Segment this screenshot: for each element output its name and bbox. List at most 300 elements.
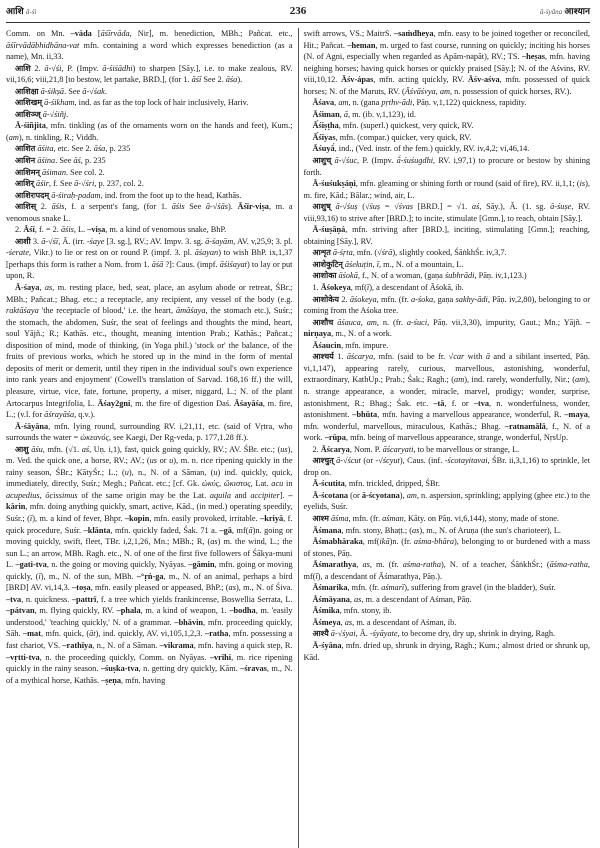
entry-text: , n. getting dry quickly, Kām.	[138, 664, 241, 674]
entry-headword: –toṣa	[72, 583, 91, 593]
entry-text: , m. a venomous snake L.	[6, 202, 293, 223]
entry-text: 2.	[36, 202, 52, 212]
right-headword-devanagari: आश्यान	[564, 7, 590, 17]
entry-text: , mf(	[231, 525, 249, 535]
entry-headword: Ā-śuśukṣáṇi	[312, 179, 356, 189]
italic-term: acupedius	[6, 490, 40, 500]
entry-text: , mfn. (fr.	[376, 294, 412, 304]
entry-text: , AV. v,25,9; 3. pl.	[233, 236, 293, 246]
entry-text: , mfn. having neighing horses; having quick horses or quickly praised [Sāy.]; N. of the Aśvins, RV. viii,10,12.	[303, 52, 590, 85]
entry-text: , m. a kind of venomous snake, BhP.	[105, 225, 227, 235]
dictionary-entry	[304, 455, 591, 478]
italic-term: ā-√śās	[205, 202, 228, 212]
dictionary-entry	[6, 143, 293, 155]
entry-text: .	[66, 109, 69, 119]
entry-text: , ind., (Ved. instr. of the fem.) quickly, RV. iv,4,2; vi,46,14.	[334, 144, 530, 154]
entry-headword: –ratha	[204, 629, 229, 639]
italic-term: āśayan	[194, 248, 219, 258]
entry-text: , mfn. having	[120, 675, 166, 685]
devanagari-headword: आशिक्षा	[15, 86, 39, 96]
italic-term: āmāśaya	[176, 306, 206, 316]
dictionary-entry	[304, 294, 591, 317]
entry-text: , ind. as far as the top lock of hair inclusively, Hariv.	[74, 98, 249, 108]
italic-term: ὠκύς	[202, 479, 220, 489]
devanagari-headword: आश्चर्य	[312, 352, 334, 362]
entry-text: , mfn. (fr.	[348, 513, 383, 523]
entry-text: , to be marvellous or strange, L.	[413, 444, 520, 454]
entry-text: , f. a tree which yields frankincense, Boswellia Serrata, L.	[96, 594, 293, 604]
entry-text: ,	[39, 283, 45, 293]
entry-headword: Āśmarika	[312, 583, 348, 593]
entry-text: (or	[348, 490, 362, 500]
italic-term: āś	[73, 156, 81, 166]
entry-text: ].	[279, 490, 289, 500]
entry-text: , m. urged to fast course, running on quickly; inciting his horses (N. of Agni, especially when regarded as Apām-napāt), RV.; TS.	[303, 40, 590, 62]
italic-term: a-śoka	[411, 294, 434, 304]
page-number: 236	[289, 5, 307, 17]
entry-text: with	[464, 352, 486, 362]
devanagari-headword: आश्यै	[312, 629, 329, 639]
entry-headword: Āśokeya	[320, 283, 351, 293]
entry-text: , gaṇa	[433, 294, 456, 304]
entry-text: , Nir], m. benediction, MBh.; Pañcat. etc.,	[129, 29, 293, 38]
entry-text: , f., N. of a work.	[303, 421, 590, 443]
entry-headword: –heman	[347, 40, 376, 50]
entry-text: , Ā. (irr.	[58, 236, 87, 246]
entry-text: Comm. on Mn.	[6, 29, 71, 38]
italic-term: āśa	[93, 144, 106, 154]
italic-term: āścarya	[346, 352, 374, 362]
entry-text: ,	[219, 479, 224, 489]
dictionary-entry	[304, 478, 591, 490]
italic-term: āśma	[330, 513, 349, 523]
entry-headword: Āśmana	[312, 525, 342, 535]
running-head	[6, 3, 590, 19]
dictionary-entry	[304, 270, 591, 282]
entry-text: , mfn. (superl.) quickest, very quick, RV.	[338, 121, 474, 131]
entry-text: , mf(	[350, 283, 367, 293]
devanagari-headword: आशिस्	[15, 202, 37, 212]
entry-text: = √	[380, 202, 399, 212]
entry-headword: –ratnamālā	[504, 421, 546, 431]
entry-text: , mfn. going or moving quickly, (	[6, 560, 293, 581]
entry-headword: Āśmika	[312, 606, 340, 616]
italic-term: śvas	[398, 202, 414, 212]
entry-text: , p. 235	[105, 144, 131, 154]
dictionary-entry	[304, 582, 591, 594]
italic-term: am	[338, 98, 349, 108]
dictionary-entry	[304, 97, 591, 109]
entry-headword: Āśīr-viṣa	[237, 202, 269, 212]
entry-text: , to become dry, dry up, shrink in drying, Ragh.	[397, 629, 556, 639]
italic-term: sakhy-ādi	[455, 294, 488, 304]
italic-term: āśīrvādābhidhāna-vat	[6, 40, 80, 50]
italic-term: ā-√ścut	[336, 456, 361, 466]
italic-term: aś	[471, 202, 480, 212]
entry-headword: –tva	[6, 594, 22, 604]
entry-text: , m., N. of a mountain, L.	[379, 259, 464, 269]
entry-text: , mfn. quickly faded, Śak. 71 a.	[110, 525, 220, 535]
devanagari-headword: आशित	[15, 144, 36, 154]
italic-term: āśiśayat	[219, 259, 247, 269]
entry-text: 2.	[30, 63, 45, 73]
entry-text: ) to wish BhP. ix,1,37 [perhaps this form is rather a Nom. from 1.	[6, 248, 293, 269]
entry-headword: –bhāvin	[174, 617, 204, 627]
dictionary-entry	[304, 247, 591, 259]
entry-text: , the stomach etc.), Suśr.; the stomach, the abdomen, Suśr, the seat of feelings and thoughts the mind, heart, soul Yājñ.; R.; Kathās. etc., thought, meaning intention Prab.; Kathās.; Pañcat.; disposition of mind, mode of thinking, (in Yoga phil.) 'stock or' the balance, of the fruits of previous works, which he stored up in the mind in the form of mental deposits of merit or demerit, until they ripen in the individual soul's own experience into rank years and enjoyment' (Cowell's translation of Sarvad. 168,16 ff.) the will, pleasure, virtue, vice, fate, fortune, property, a miser, niggard, L.; N. of the plant Artocarpus Integrifolia, L.	[6, 306, 293, 408]
dictionary-entry	[304, 617, 591, 629]
dictionary-entry	[6, 28, 293, 63]
dictionary-entry	[304, 536, 591, 559]
italic-term: ī	[376, 259, 380, 269]
entry-text: ), m., N. of the sun, MBh.	[40, 571, 137, 581]
dictionary-entry	[6, 120, 293, 143]
entry-text: and a sibilant inserted, Pāṇ. vi,1,147), appearing rarely, curious, marvellous, astonishing, wonderful, extraordinary, KathUp.; Prab.; Śak.; Ragh.; (	[303, 352, 590, 385]
dictionary-entry	[304, 28, 591, 97]
dictionary-entry	[304, 132, 591, 144]
entry-text: ).	[227, 202, 238, 212]
italic-term: us	[149, 456, 158, 466]
entry-text: or	[157, 456, 170, 466]
devanagari-headword: आशिर्	[15, 179, 34, 189]
dictionary-entry	[304, 143, 591, 155]
italic-term: āśis	[51, 202, 65, 212]
dictionary-entry	[304, 513, 591, 525]
entry-headword: Ā-śyāna	[312, 640, 342, 650]
italic-term: śubhrādi	[444, 271, 475, 281]
entry-text: , L.	[73, 225, 88, 235]
entry-headword: –vṛtti-tva	[6, 652, 40, 662]
entry-text: , n. (fr.	[376, 317, 407, 327]
devanagari-headword: आशी	[15, 236, 31, 246]
entry-text: ),	[399, 490, 407, 500]
entry-text: , mfn. trickled, dripped, ŚBr.	[344, 479, 440, 489]
entry-text: , Pāṇ. vii,3,30), impurity, Gaut.; Mn.; Yājñ.	[427, 317, 586, 327]
entry-text: of the same origin may be the Lat.	[77, 490, 210, 500]
entry-text: , mfn. proceeding quickly, Sāh.	[6, 617, 293, 639]
italic-term: āśā	[151, 259, 164, 269]
dictionary-entry	[6, 178, 293, 190]
entry-headword: Āścarya	[320, 444, 350, 454]
entry-text: , mfn. striving after [BRD.], inciting, stimulating [Gmn.]; reaching, obtaining [Sāy.], RV.	[303, 225, 590, 246]
entry-headword: –phala	[116, 606, 141, 616]
italic-term: ī	[38, 571, 41, 581]
entry-text: .	[104, 86, 107, 96]
entry-headword: –nirṇaya	[303, 317, 590, 339]
dictionary-entry	[304, 201, 591, 224]
entry-text: . See col. 2.	[65, 167, 105, 177]
entry-text: , m. the fire of digestion Daś.	[130, 398, 234, 408]
devanagari-headword: आशिञ्ज्	[15, 109, 41, 119]
italic-term: ā-śikham	[44, 98, 75, 108]
entry-text: , Nom. P.	[349, 444, 383, 454]
entry-text: 2.	[15, 225, 24, 235]
italic-term: ὤκιστος	[223, 479, 251, 489]
entry-text: swift arrows, VS.; MaitrS.	[303, 29, 394, 38]
entry-headword: –kriyā	[260, 513, 284, 523]
italic-term: āśī	[191, 75, 202, 85]
italic-term: u	[124, 467, 129, 477]
italic-term: -ścotayitavai	[444, 456, 488, 466]
entry-text: ,	[435, 86, 440, 96]
dictionary-entry	[304, 317, 591, 340]
italic-term: āśita	[37, 144, 54, 154]
dictionary-entry	[6, 224, 293, 236]
italic-term: ā	[343, 109, 349, 119]
entry-headword: –maya	[564, 410, 588, 420]
entry-text: , mfn. doing anything quickly, smart, active, Kād., (in med.) operating speedily, Suśr.; (	[6, 502, 293, 523]
entry-text: [	[91, 29, 101, 38]
italic-term: raktāśaya	[6, 306, 39, 316]
entry-headword: –gāmin	[188, 560, 215, 570]
italic-term: ā-√śī	[41, 236, 59, 246]
entry-headword: Āśī	[23, 225, 35, 235]
entry-text: ,	[360, 317, 367, 327]
entry-text: , mfn. impure.	[341, 340, 389, 350]
entry-text: ), belonging to or burdened with a mass of stones, Pāṇ.	[303, 537, 590, 558]
entry-text: ) to lay or put upon, R.	[6, 259, 293, 281]
italic-term: āśauca	[337, 317, 361, 327]
entry-text: and	[231, 490, 251, 500]
entry-text: , P. (Impv.	[61, 63, 103, 73]
italic-term: aśman	[382, 513, 404, 523]
entry-text: , n. the going or moving quickly, Nyāyas.	[46, 560, 189, 570]
dictionary-entry	[6, 63, 293, 86]
entry-text: , Kāty. on Pāṇ. vi,6,144), stony, made of stone.	[403, 513, 559, 523]
entry-text: , mfn. being of marvellous appearance, strange, wonderful, NṛsUp.	[345, 433, 569, 443]
entry-headword: Āśuyā́	[312, 144, 335, 154]
italic-term: āśiman	[42, 167, 66, 177]
entry-text: , etc. See 2.	[53, 144, 94, 154]
entry-headword: –bhūta	[352, 410, 378, 420]
entry-text: , f. = 2.	[34, 225, 61, 235]
entry-text: , P. (Impv.	[357, 156, 397, 166]
entry-text: ,	[340, 617, 345, 627]
entry-text: , mfn. stony, Bhaṭṭ.; (	[341, 525, 412, 535]
italic-term: āt	[89, 629, 96, 639]
italic-term: u	[213, 467, 218, 477]
entry-text: , f. quick procedure, Suśr.	[6, 513, 293, 535]
italic-term: u	[169, 456, 174, 466]
devanagari-headword: आशिन	[15, 156, 36, 166]
header-rule	[6, 22, 590, 23]
dictionary-entry	[304, 525, 591, 537]
italic-term: aquila	[209, 490, 232, 500]
entry-text: 2.	[338, 294, 350, 304]
entry-text: See 2.	[201, 75, 226, 85]
entry-text: ,	[334, 98, 339, 108]
entry-text: , see Kaegi, Der Rg-veda, p. 177,1.28 ff.).	[108, 433, 249, 443]
entry-text: ), n. strange appearance, a wonder, miracle, marvel, prodigy; wonder, surprise, astonishment, R.; Bhag.; Śak. etc.	[303, 375, 590, 408]
entry-headword: Āśv-aśva	[467, 75, 500, 85]
dictionary-entry	[304, 444, 591, 456]
entry-headword: –ṣeṇa	[101, 675, 121, 685]
entry-text: , f., N. of a woman, (gaṇa	[357, 271, 445, 281]
entry-headword: Ā-ścotana	[312, 490, 348, 500]
italic-term: pṛthv-ādi	[381, 98, 413, 108]
entry-text: , ŚBr. ii,3,1,16) to sprinkle, let drop on.	[303, 456, 590, 477]
entry-headword: –gā	[219, 525, 232, 535]
entry-headword: –viṣa	[87, 225, 106, 235]
entry-headword: –bodha	[229, 606, 256, 616]
devanagari-headword: आशृत	[312, 248, 331, 258]
italic-term: ā	[485, 352, 490, 362]
devanagari-headword: आशिरःपदम्	[15, 190, 50, 200]
entry-text: ), N. of a teacher, ŚāṅkhŚr.; (	[440, 560, 550, 570]
entry-headword: –°ṛṅ-ga	[136, 571, 164, 581]
entry-text: ), n., N. of a Sāman, (	[128, 467, 214, 477]
entry-text: )n. (fr.	[389, 537, 414, 547]
entry-text: , m., N. of an animal, perhaps a bird [BRD] AV. vi,14,3.	[6, 571, 293, 593]
italic-term: as	[44, 283, 53, 293]
entry-text: ,	[356, 560, 363, 570]
entry-text: , Pāṇ. v,1,122) quickness, rapidity.	[412, 98, 527, 108]
entry-headword: Ā-ścutita	[312, 479, 345, 489]
italic-term: -śaye	[86, 236, 105, 246]
entry-text: . See	[64, 86, 83, 96]
entry-text: 3.	[30, 236, 42, 246]
italic-term: āśma-ratha	[549, 560, 588, 570]
italic-term: am	[575, 375, 586, 385]
dictionary-entry	[304, 178, 591, 201]
entry-text: , m. 'easily understood,' 'teaching quickly,' N. of a grammar.	[6, 606, 293, 627]
dictionary-entry	[304, 282, 591, 294]
entry-text: , ind. from the foot up to the head, Kathās.	[100, 190, 242, 200]
italic-term: āśokā	[338, 271, 358, 281]
entry-text: , m. rice ripening quickly in the rainy season.	[6, 652, 293, 674]
entry-text: ), m. a kind of fever, Bhpr.	[32, 513, 125, 523]
entry-text: , Ā.	[355, 629, 370, 639]
italic-term: ā-śuṣe	[550, 202, 572, 212]
entry-text: (or	[360, 456, 376, 466]
entry-text: , mfn. (said to be fr. √	[373, 352, 454, 362]
dictionary-entry	[304, 259, 591, 271]
entry-text: , Pāṇ. iv,2,80), belonging to or coming from the Aśoka tree.	[303, 294, 590, 316]
entry-headword: –tā	[433, 398, 445, 408]
italic-term: ā́-śuśugdhi	[396, 156, 434, 166]
entry-text: , n. (gana	[348, 98, 382, 108]
dictionary-entry	[304, 351, 591, 443]
italic-term: śrā	[381, 248, 393, 258]
entry-text: , mfn. easy to be joined together or reconciled, Hit.; Pañcat.	[303, 29, 590, 50]
italic-term: ā-√śi	[44, 63, 62, 73]
dictionary-entry	[6, 155, 293, 167]
italic-term: āśīrvāda	[100, 29, 130, 38]
entry-text: , m. (ib. v,1,123), id.	[348, 109, 416, 119]
devanagari-headword: आशोका	[312, 271, 337, 281]
dictionary-entry	[6, 97, 293, 109]
italic-term: ā-śṛta	[332, 248, 353, 258]
entry-text: ), m., N. of Aruṇa (the sun's charioteer), L.	[419, 525, 561, 535]
entry-text: ), m. Ved. the quick one, a horse, RV.; AV.; (	[6, 444, 293, 466]
italic-term: as	[210, 537, 218, 547]
entry-text: , mfn. (fr.	[347, 583, 382, 593]
italic-term: āścaryati	[382, 444, 414, 454]
entry-text: 1.	[333, 352, 347, 362]
entry-text: , Sāy.), Ā. (1. sg.	[479, 202, 551, 212]
italic-term: as	[228, 583, 236, 593]
entry-text: , q.v.).	[74, 410, 96, 420]
entry-text: , m. a kind of weapon, 1.	[140, 606, 230, 616]
entry-headword: Āśmarathya	[312, 560, 357, 570]
italic-term: is	[579, 179, 586, 189]
entry-text: ?]: Caus. (impf.	[163, 259, 220, 269]
entry-headword: –kārin	[6, 490, 293, 512]
dictionary-entry	[304, 559, 591, 582]
dictionary-entry	[6, 421, 293, 444]
devanagari-headword: आश्म	[312, 513, 329, 523]
left-headword-translit: ā-śi	[25, 8, 37, 16]
entry-headword: Āśiman	[312, 109, 340, 119]
entry-headword: –mat	[22, 629, 41, 639]
entry-text: , mfn. possessing a fast chariot, VS.	[6, 629, 293, 650]
entry-text: ), m., N. of Śiva.	[235, 583, 293, 593]
entry-text: , p. 235	[80, 156, 106, 166]
dictionary-entry	[6, 190, 293, 202]
devanagari-headword: आशु	[15, 444, 29, 454]
entry-text: ), m. n. rice ripening quickly in the rainy season, ŚBr.; KātyŚr.; L.; (	[6, 456, 293, 477]
italic-term: āśis	[60, 225, 74, 235]
entry-headword: Ā-śuṣāṇá	[312, 225, 346, 235]
entry-text: ), ind. quickly, AV. vi,105,1,2,3.	[95, 629, 205, 639]
right-column	[298, 28, 591, 848]
entry-text: mfn. containing a word which expresses benediction (as a name), Mn. ii,33.	[6, 40, 293, 62]
entry-text: in	[283, 479, 293, 489]
entry-headword: Ā́śiṣṭha	[312, 121, 339, 131]
entry-text: , mfn. easily pleased or appeased, BhP.; (	[90, 583, 229, 593]
devanagari-headword: आशोकेय	[312, 294, 339, 304]
devanagari-headword: आशेकुटिन्	[312, 259, 343, 269]
entry-text: [BRD.] = √1.	[413, 202, 472, 212]
entry-text: , Lat.	[250, 479, 272, 489]
italic-term: am	[406, 490, 417, 500]
italic-term: ī	[366, 283, 370, 293]
entry-text: , f. See	[48, 179, 75, 189]
left-headword-devanagari: आशि	[6, 7, 24, 17]
entry-text: , mfn. having a marvellous appearance, wonderful, R.	[377, 410, 565, 420]
left-column	[6, 28, 298, 848]
dictionary-entry	[304, 605, 591, 617]
dictionary-entry	[304, 340, 591, 352]
entry-headword: Ā́śīyas	[312, 132, 336, 142]
entry-text: 2.	[312, 444, 321, 454]
italic-term: am	[366, 317, 377, 327]
italic-term: as	[344, 617, 353, 627]
italic-term: am	[454, 375, 465, 385]
entry-text: , mfn. stony, ib.	[339, 606, 392, 616]
italic-term: aśma-bhāra	[413, 537, 454, 547]
entry-headword: –klānta	[83, 525, 111, 535]
entry-text: , m. (fr.	[369, 560, 403, 570]
dictionary-entry	[304, 120, 591, 132]
entry-headword: Āśmabhāraka	[312, 537, 363, 547]
italic-term: car	[453, 352, 465, 362]
italic-term: ā-√śyai	[330, 629, 356, 639]
entry-text: , RV. i,97,1) to procure or bestow by shining forth.	[303, 156, 590, 177]
italic-term: ā	[248, 525, 253, 535]
italic-term: ā-√śak	[82, 86, 105, 96]
italic-term: ā-√śri	[74, 179, 95, 189]
entry-text: , m. resting place, bed, seat, place, an asylum abode or retreat, ŚBr.; MBh.; Pañcat.; Bhag. etc.; a receptacle, any recipient, any vessel of the body (e.g.	[6, 283, 293, 304]
entry-text: , mfn. (compar.) quicker, very quick, RV.	[335, 132, 472, 142]
italic-term: ikā	[379, 537, 390, 547]
entry-text: ) ind. quickly, quick, immediately, directly, Suśr.; Megh.; Pañcat. etc.; [cf. Gk.	[6, 467, 293, 489]
devanagari-headword: आशुष्	[312, 202, 331, 212]
italic-term: śuṣ	[369, 202, 381, 212]
italic-term: as	[354, 594, 362, 604]
italic-term: -śyāyate	[369, 629, 398, 639]
entry-text: , mf(	[303, 560, 590, 581]
